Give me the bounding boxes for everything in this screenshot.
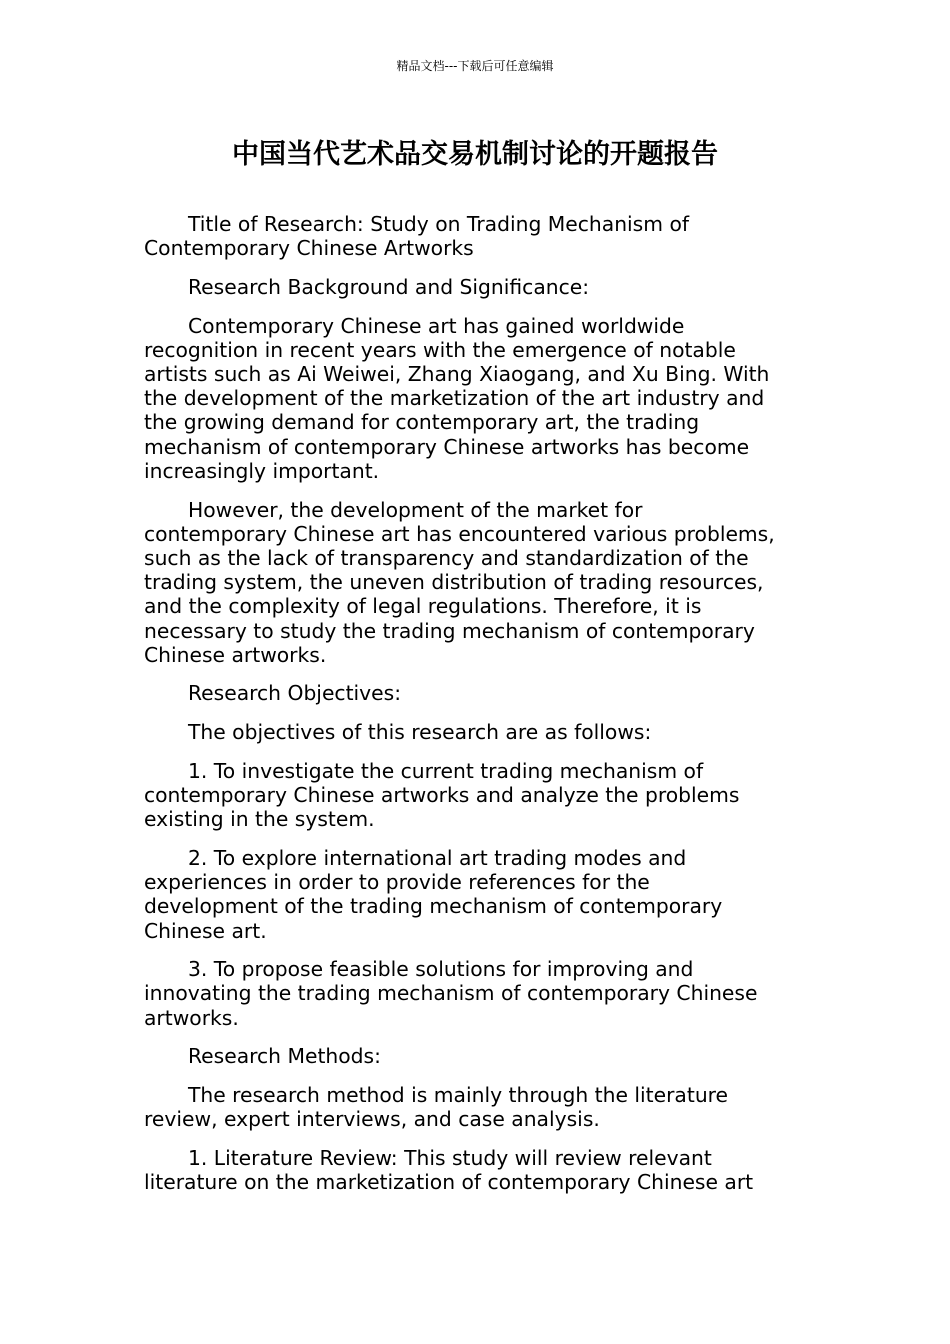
paragraph-methods-intro: The research method is mainly through the literature review, expert interviews, and case analysis. <box>144 1083 729 1132</box>
method-item-1: 1. Literature Review: This study will review relevant literature on the marketization of contemporary Chinese art <box>144 1146 754 1195</box>
paragraph-problems: However, the development of the market for contemporary Chinese art has encountered various problems, such as the lack of transparency and standardization of the trading system, the uneven distribution of trading resources, and the complexity of legal regulations. Therefore, it is necessary to study the trading mechanism of contemporary Chinese artworks. <box>144 497 775 667</box>
paragraph-title-of-research: Title of Research: Study on Trading Mechanism of Contemporary Chinese Artworks <box>144 212 689 261</box>
heading-research-methods: Research Methods: <box>188 1044 381 1069</box>
heading-research-objectives: Research Objectives: <box>188 681 402 706</box>
objective-item-1: 1. To investigate the current trading mechanism of contemporary Chinese artworks and analyze the problems existing in the system. <box>144 758 740 832</box>
heading-research-background: Research Background and Significance: <box>188 274 590 299</box>
document-body <box>144 212 794 1209</box>
paragraph-background: Contemporary Chinese art has gained worldwide recognition in recent years with the emergence of notable artists such as Ai Weiwei, Zhang Xiaogang, and Xu Bing. With the development of the marketization of the art industry and the growing demand for contemporary art, the trading mechanism of contemporary Chinese artworks has become increasingly important. <box>144 313 770 483</box>
objective-item-3: 3. To propose feasible solutions for improving and innovating the trading mechanism of contemporary Chinese artworks. <box>144 957 758 1030</box>
paragraph-objectives-intro: The objectives of this research are as follows: <box>188 720 652 745</box>
objective-item-2: 2. To explore international art trading modes and experiences in order to provide references for the development of the trading mechanism of contemporary Chinese art. <box>144 845 723 943</box>
document-title: 中国当代艺术品交易机制讨论的开题报告 <box>232 139 718 170</box>
header-note: 精品文档---下载后可任意编辑 <box>396 59 554 73</box>
